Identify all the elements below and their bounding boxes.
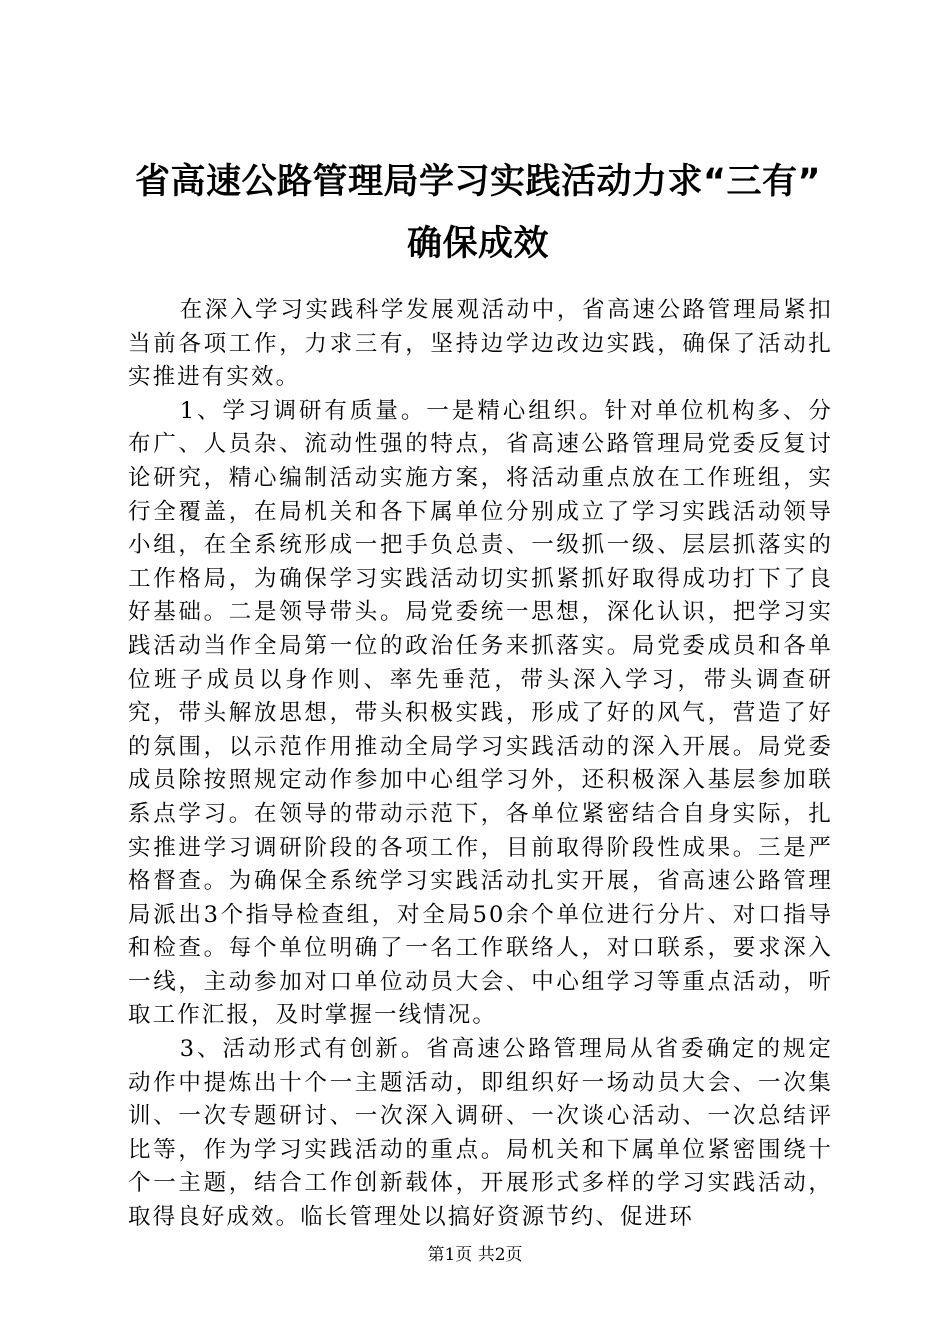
document-body — [128, 294, 833, 1235]
document-title-line-1: 省高速公路管理局学习实践活动力求“三有” — [134, 162, 821, 202]
paragraph-activity-innovation: 3、活动形式有创新。省高速公路管理局从省委确定的规定动作中提炼出十个一主题活动，即组织好一场动员大会、一次集训、一次专题研讨、一次深入调研、一次谈心活动、一次总结评比等，作为学习实践活动的重点。局机关和下属单位紧密围绕十个一主题，结合工作创新载体，开展形式多样的学习实践活动，取得良好成效。临长管理处以搞好资源节约、促进环 — [128, 1036, 833, 1231]
paragraph-intro: 在深入学习实践科学发展观活动中，省高速公路管理局紧扣当前各项工作，力求三有，坚持边学边改边实践，确保了活动扎实推进有实效。 — [128, 297, 833, 391]
paragraph-study-research: 1、学习调研有质量。一是精心组织。针对单位机构多、分布广、人员杂、流动性强的特点，省高速公路管理局党委反复讨论研究，精心编制活动实施方案，将活动重点放在工作班组，实行全覆盖，在局机关和各下属单位分别成立了学习实践活动领导小组，在全系统形成一把手负总责、一级抓一级、层层抓落实的工作格局，为确保学习实践活动切实抓紧抓好取得成功打下了良好基础。二是领导带头。局党委统一思想，深化认识，把学习实践活动当作全局第一位的政治任务来抓落实。局党委成员和各单位班子成员以身作则、率先垂范，带头深入学习，带头调查研究，带头解放思想，带头积极实践，形成了好的风气，营造了好的氛围，以示范作用推动全局学习实践活动的深入开展。局党委成员除按照规定动作参加中心组学习外，还积极深入基层参加联系点学习。在领导的带动示范下，各单位紧密结合自身实际，扎实推进学习调研阶段的各项工作，目前取得阶段性成果。三是严格督查。为确保全系统学习实践活动扎实开展，省高速公路管理局派出3个指导检查组，对全局50余个单位进行分片、对口指导和检查。每个单位明确了一名工作联络人，对口联系，要求深入一线，主动参加对口单位动员大会、中心组学习等重点活动，听取工作汇报，及时掌握一线情况。 — [128, 397, 833, 1029]
page-footer: 第1页 共2页 — [427, 1245, 523, 1265]
document-title-line-2: 确保成效 — [406, 224, 549, 264]
